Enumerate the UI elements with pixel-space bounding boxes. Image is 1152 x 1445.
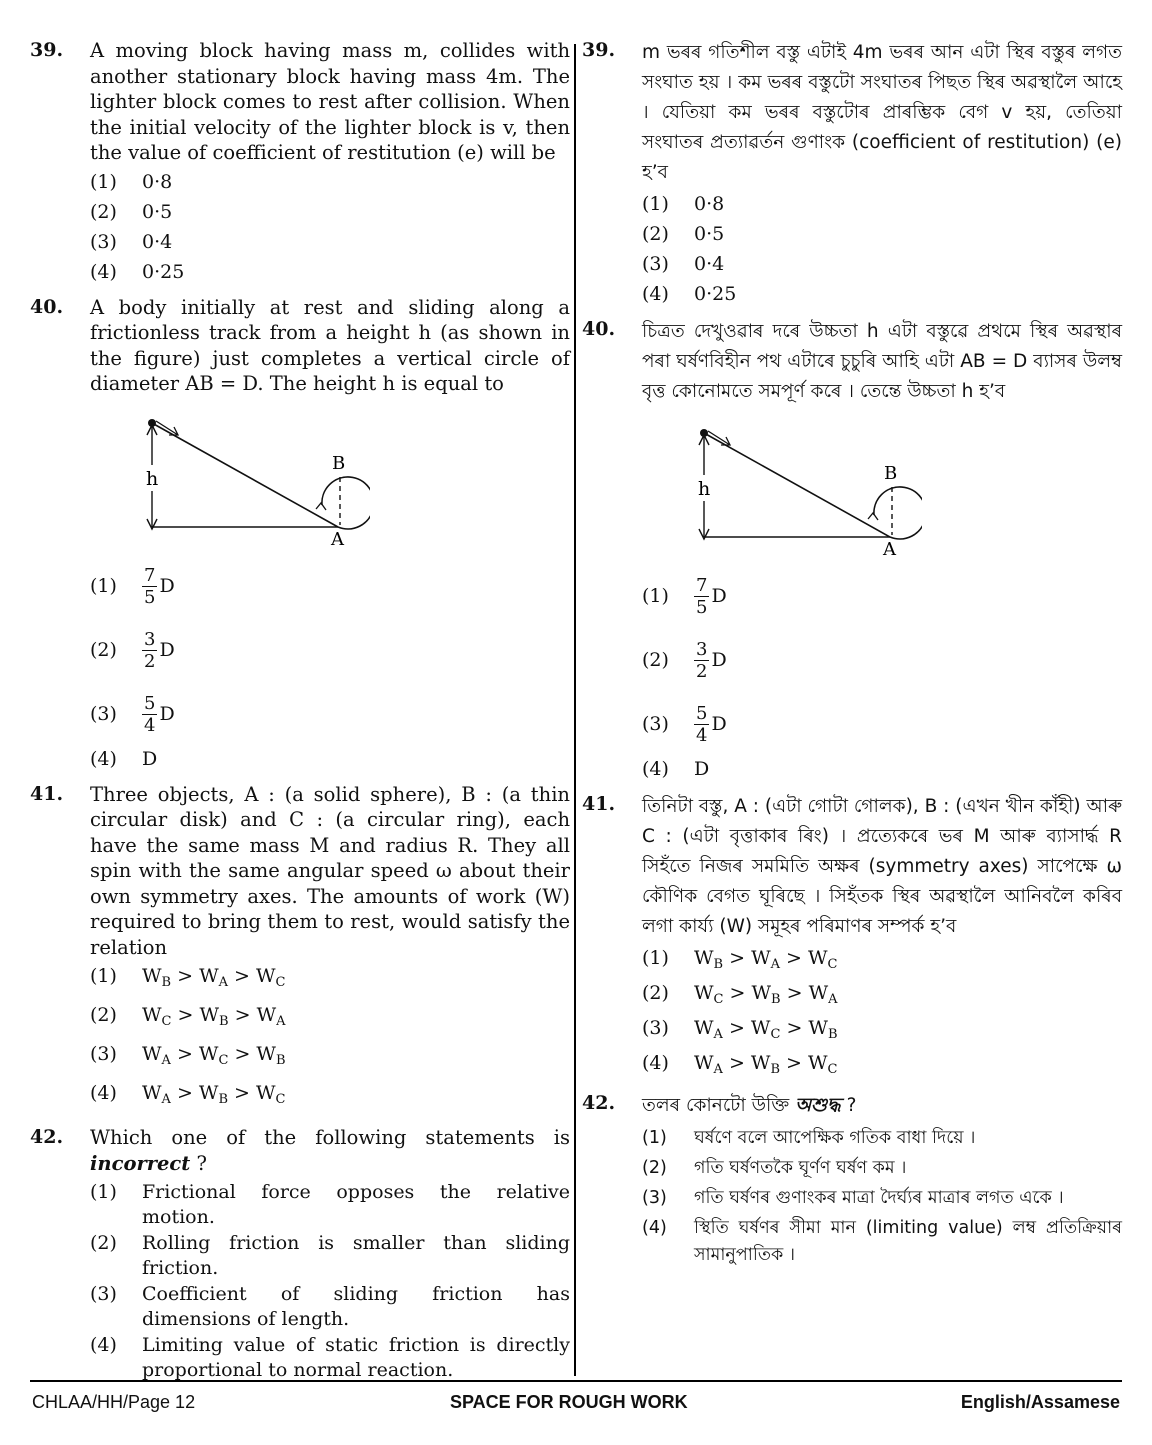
options-list	[642, 1125, 1122, 1269]
option-unit: D	[711, 585, 727, 607]
option-3[interactable]	[642, 252, 1122, 281]
option-3[interactable]	[90, 230, 570, 259]
option-4[interactable]	[642, 282, 1122, 311]
option-2[interactable]	[642, 629, 1122, 692]
subscript: B	[771, 992, 781, 1007]
subscript: B	[275, 1053, 286, 1068]
option-value: স্থিতি ঘৰ্ষণৰ সীমা মান (limiting value) লম্ব প্ৰতিক্ৰিয়াৰ সামানুপাতিক ।	[694, 1218, 1122, 1265]
option-number: (1)	[642, 947, 669, 969]
option-number: (2)	[90, 1004, 117, 1026]
question-mark: ?	[196, 1151, 207, 1175]
option-1[interactable]	[90, 555, 570, 618]
option-value: Rolling friction is smaller than sliding friction.	[142, 1232, 570, 1279]
track-loop-figure	[130, 405, 570, 549]
fraction-numerator: 7	[144, 564, 156, 586]
option-number: (2)	[642, 649, 669, 671]
option-2[interactable]	[642, 222, 1122, 251]
option-3[interactable]	[90, 683, 570, 746]
point-b-label: B	[332, 452, 346, 474]
option-unit: D	[159, 574, 175, 597]
column-divider	[574, 44, 576, 1376]
fraction	[142, 629, 157, 672]
option-1[interactable]	[90, 1180, 570, 1230]
option-1[interactable]: (1) $W_B > W_A > W_C$	[642, 947, 838, 972]
question-text: চিত্ৰত দেখুওৱাৰ দৰে উচ্চতা h এটা বস্তুৱে প্ৰথমে স্থিৰ অৱস্থাৰ পৰা ঘৰ্ষণবিহীন পথ এটাৰে চুচুৰি আহি এটা AB = D ব্যাসৰ উলম্ব বৃত্ত কোনোমতে সমপূৰ্ণ কৰে । তেন্তে উচ্চতা h হ’ব	[642, 321, 1122, 402]
question-39	[582, 38, 1122, 311]
option-3[interactable]	[642, 693, 1122, 756]
question-42	[30, 1125, 570, 1383]
language-label: English/Assamese	[960, 1392, 1120, 1412]
option-number: (4)	[642, 283, 669, 305]
point-a-label: A	[883, 539, 896, 555]
option-1[interactable]: (1) $W_B > W_A > W_C$	[90, 965, 286, 990]
option-2[interactable]	[90, 200, 570, 229]
option-value: 0·5	[694, 223, 725, 245]
point-b-label: B	[884, 463, 898, 484]
options-list	[90, 170, 570, 289]
question-number: 39.	[582, 39, 616, 61]
question-text: তিনিটা বস্তু, A : (এটা গোটা গোলক), B : (এখন খীন কাঁহী) আৰু C : (এটা বৃত্তাকাৰ ৰিং) । প্ৰত্যেকৰে ভৰ M আৰু ব্যাসাৰ্দ্ধ R সিহঁতে নিজৰ সমমিতি অক্ষৰ (symmetry axes) সাপেক্ষে ω কৌণিক বেগত ঘূৰিছে । সিহঁতক স্থিৰ অৱস্থালৈ আনিবলৈ কৰিব লগা কাৰ্য্য (W) সমূহৰ পৰিমাণৰ সম্পৰ্ক হ’ব	[642, 796, 1122, 937]
option-number: (3)	[90, 1043, 117, 1065]
option-1[interactable]	[90, 170, 570, 199]
option-number: (4)	[642, 1052, 669, 1074]
question-mark: ?	[846, 1095, 857, 1116]
option-value: D	[142, 747, 158, 770]
option-4[interactable]: (4) $W_A > W_B > W_C$	[90, 1082, 286, 1107]
subscript: B	[770, 1062, 781, 1077]
option-3[interactable]: (3) $W_A > W_C > W_B$	[642, 1017, 838, 1042]
question-41	[582, 792, 1122, 1085]
option-value: 0·25	[142, 260, 185, 283]
option-unit: D	[159, 702, 175, 725]
option-value: 0·8	[142, 170, 173, 193]
option-number: (2)	[90, 638, 117, 661]
subscript: A	[276, 1014, 286, 1029]
english-column	[30, 38, 570, 1389]
option-3[interactable]	[90, 1282, 570, 1332]
fraction-numerator: 3	[144, 628, 156, 650]
question-40	[30, 295, 570, 776]
fraction-denominator: 5	[144, 586, 156, 608]
subscript: A	[770, 957, 781, 972]
options-list	[90, 964, 570, 1119]
subscript: A	[218, 975, 229, 990]
option-unit: D	[711, 713, 727, 735]
option-4[interactable]	[642, 757, 1122, 786]
option-1[interactable]	[642, 565, 1122, 628]
option-4[interactable]	[90, 260, 570, 289]
option-number: (4)	[642, 1218, 667, 1238]
option-value: 0·25	[694, 283, 737, 305]
option-value: 0·4	[694, 253, 725, 275]
fraction	[694, 575, 709, 618]
fraction-numerator: 7	[696, 575, 708, 596]
fraction	[694, 703, 709, 746]
option-number: (1)	[90, 574, 117, 597]
subscript: C	[275, 975, 286, 990]
page-footer	[30, 1380, 1122, 1412]
subscript: C	[161, 1014, 172, 1029]
fraction-denominator: 2	[144, 650, 156, 672]
option-number: (3)	[642, 713, 669, 735]
subscript: C	[275, 1092, 286, 1107]
question-text	[90, 1125, 570, 1176]
option-number: (2)	[642, 982, 669, 1004]
option-value: গতি ঘৰ্ষণৰ গুণাংকৰ মাত্ৰা দৈৰ্ঘ্যৰ মাত্ৰাৰ লগত একে ।	[694, 1188, 1064, 1208]
option-value: 0·5	[142, 200, 173, 223]
question-text: Three objects, A : (a solid sphere), B : (a thin circular disk) and C : (a circular ring), each have the same mass M and radius R. They all spin with the same angular speed ω about their own symmetry axes. The amounts of work (W) required to bring them to rest, would satisfy the relation	[90, 782, 570, 959]
option-number: (4)	[90, 1082, 117, 1104]
fraction-denominator: 4	[696, 725, 708, 746]
subscript: A	[161, 1092, 171, 1107]
question-number: 39.	[30, 39, 64, 61]
question-40	[582, 317, 1122, 786]
option-4[interactable]	[90, 1333, 570, 1383]
track-loop-diagram	[682, 415, 922, 555]
subscript: B	[218, 1092, 229, 1107]
option-number: (4)	[90, 747, 117, 770]
option-2[interactable]	[90, 619, 570, 682]
option-value: 0·4	[142, 230, 173, 253]
question-number: 41.	[30, 782, 64, 805]
option-2[interactable]: (2) $W_C > W_B > W_A$	[642, 982, 838, 1007]
subscript: C	[218, 1053, 229, 1068]
option-value: 0·8	[694, 193, 725, 215]
track-loop-figure	[682, 415, 1122, 559]
options-list	[642, 565, 1122, 786]
question-text: A body initially at rest and sliding along a frictionless track from a height h (as shown in the figure) just completes a vertical circle of diameter AB = D. The height h is equal to	[90, 295, 570, 395]
question-42	[582, 1091, 1122, 1269]
option-number: (1)	[90, 170, 117, 193]
fraction	[694, 639, 709, 682]
subscript: B	[219, 1014, 229, 1029]
option-number: (3)	[642, 253, 669, 275]
subscript: B	[161, 975, 172, 990]
option-number: (3)	[642, 1017, 669, 1039]
option-3[interactable]: (3) $W_A > W_C > W_B$	[90, 1043, 286, 1068]
fraction	[142, 693, 157, 736]
option-value: Frictional force opposes the relative motion.	[142, 1181, 570, 1228]
subscript: A	[161, 1053, 171, 1068]
track-loop-diagram	[130, 405, 370, 545]
question-text-main: Which one of the following statements is	[90, 1126, 570, 1149]
option-4[interactable]	[90, 747, 570, 776]
question-number: 40.	[582, 318, 616, 340]
option-number: (3)	[90, 702, 117, 725]
question-number: 42.	[30, 1126, 64, 1148]
subscript: C	[827, 957, 838, 972]
option-number: (2)	[90, 1232, 117, 1254]
option-value: D	[694, 758, 710, 780]
option-number: (1)	[642, 585, 669, 607]
subscript: A	[828, 992, 838, 1007]
option-number: (2)	[642, 223, 669, 245]
subscript: A	[713, 1027, 723, 1042]
subscript: B	[713, 957, 724, 972]
option-number: (1)	[642, 1128, 667, 1148]
option-2[interactable]	[642, 1155, 1122, 1184]
options-list	[642, 192, 1122, 311]
option-value: Coefficient of sliding friction has dimensions of length.	[142, 1283, 570, 1330]
emphasis-word: incorrect	[90, 1151, 191, 1175]
fraction-numerator: 5	[144, 692, 156, 714]
question-text: m ভৰৰ গতিশীল বস্তু এটাই 4m ভৰৰ আন এটা স্থিৰ বস্তুৰ লগত সংঘাত হয় । কম ভৰৰ বস্তুটো সংঘাতৰ পিছত স্থিৰ অৱস্থালৈ আহে । যেতিয়া কম ভৰৰ বস্তুটোৰ প্ৰাৰম্ভিক বেগ v হয়, তেতিয়া সংঘাতৰ প্ৰত্যাৱৰ্তন গুণাংক (coefficient of restitution) (e) হ’ব	[642, 42, 1122, 183]
option-3[interactable]	[642, 1185, 1122, 1214]
option-number: (2)	[642, 1158, 667, 1178]
question-text: A moving block having mass m, collides with another stationary block having mass 4m. The lighter block comes to rest after collision. When the initial velocity of the lighter block is v, then the value of coefficient of restitution (e) will be	[90, 39, 570, 164]
option-number: (2)	[90, 200, 117, 223]
option-number: (4)	[90, 1334, 117, 1356]
point-a-label: A	[331, 528, 344, 545]
option-1[interactable]	[642, 192, 1122, 221]
question-number: 40.	[30, 295, 64, 318]
option-number: (3)	[90, 1283, 117, 1305]
fraction-denominator: 5	[696, 597, 708, 618]
option-number: (1)	[90, 1181, 117, 1203]
option-4[interactable]: (4) $W_A > W_B > W_C$	[642, 1052, 838, 1077]
fraction	[142, 565, 157, 608]
option-number: (1)	[642, 193, 669, 215]
subscript: C	[713, 992, 724, 1007]
question-text-main: তলৰ কোনটো উক্তি	[642, 1095, 790, 1116]
option-number: (4)	[642, 758, 669, 780]
option-4[interactable]	[642, 1215, 1122, 1269]
fraction-denominator: 4	[144, 714, 156, 736]
fraction-denominator: 2	[696, 661, 708, 682]
subscript: B	[827, 1027, 838, 1042]
option-2[interactable]: (2) $W_C > W_B > W_A$	[90, 1004, 286, 1029]
option-unit: D	[159, 638, 175, 661]
option-number: (1)	[90, 965, 117, 987]
height-label: h	[146, 467, 159, 490]
height-label: h	[698, 478, 711, 500]
option-unit: D	[711, 649, 727, 671]
subscript: C	[827, 1062, 838, 1077]
subscript: A	[713, 1062, 723, 1077]
question-39	[30, 38, 570, 289]
fraction-numerator: 5	[696, 703, 708, 724]
question-number: 42.	[582, 1092, 616, 1114]
option-1[interactable]	[642, 1125, 1122, 1154]
page-code: CHLAA/HH/Page 12	[32, 1392, 196, 1412]
option-number: (3)	[90, 230, 117, 253]
question-text	[642, 1091, 1122, 1121]
option-number: (4)	[90, 260, 117, 283]
options-list	[642, 946, 1122, 1085]
emphasis-word: অশুদ্ধ	[795, 1095, 841, 1116]
fraction-numerator: 3	[696, 639, 708, 660]
option-value: Limiting value of static friction is directly proportional to normal reaction.	[142, 1334, 570, 1381]
subscript: C	[770, 1027, 781, 1042]
rough-work-label: SPACE FOR ROUGH WORK	[450, 1392, 688, 1412]
option-2[interactable]	[90, 1231, 570, 1281]
option-number: (3)	[642, 1188, 667, 1208]
options-list	[90, 555, 570, 776]
option-value: গতি ঘৰ্ষণতকৈ ঘূৰ্ণণ ঘৰ্ষণ কম ।	[694, 1158, 907, 1178]
options-list	[90, 1180, 570, 1383]
assamese-column	[582, 38, 1122, 1275]
question-number: 41.	[582, 793, 616, 815]
option-value: ঘৰ্ষণে বলে আপেক্ষিক গতিক বাধা দিয়ে ।	[694, 1128, 976, 1148]
question-41	[30, 782, 570, 1120]
